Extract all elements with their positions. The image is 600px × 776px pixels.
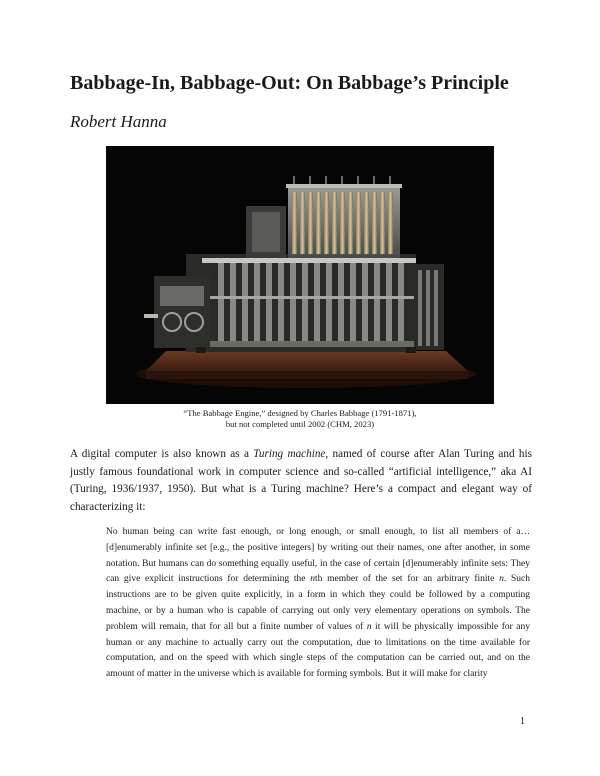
quote-text-1: No human being can write fast enough, or long enough, or small enough, to list all members of a… [d]enumerably infinite set [e.g., the positive integers] by writing out their names, one after another, in some notation. But humans can do something equally useful, in the case of certain [d]enumerably infinite sets: They can give explicit instructions for determining the	[106, 527, 530, 585]
turing-machine-term: Turing machine	[253, 448, 326, 460]
quote-text-2: th member of the set for an arbitrary finite	[314, 574, 500, 585]
quote-variable-n-3: n	[366, 621, 372, 632]
difference-engine-illustration	[106, 146, 494, 404]
body-paragraph	[70, 446, 532, 516]
page-title: Babbage-In, Babbage-Out: On Babbage’s Principle	[70, 72, 509, 94]
author-name: Robert Hanna	[70, 112, 167, 131]
caption-line-2: but not completed until 2002 (CHM, 2023)	[225, 419, 375, 429]
quote-variable-n-2: n	[499, 574, 504, 585]
quote-text-3: . Such instructions are to be given quite explicitly, in a form in which they could be followed by a computing machine, or by a human who is capable of carrying out only very elementary operations on symbols. The problem will remain, that for all but a finite number of values of	[106, 574, 531, 632]
body-text-1: A digital computer is also known as a	[70, 448, 254, 460]
page-number: 1	[520, 716, 525, 727]
figure-caption	[100, 408, 500, 430]
babbage-engine-photo	[106, 146, 494, 404]
quote-text-4: it will be physically impossible for any human or any machine to actually carry out the computation, due to limitations on the time available for computation, and on the speed with which single steps of the computation can be carried out, and on the amount of matter in the universe which is available for forming symbols. But it will make for clarity	[106, 621, 530, 680]
body-text-2: , named of course after Alan Turing and his justly famous foundational work in computer science and so-called “artificial intelligence,” aka AI (Turing, 1936/1937, 1950). But what is a Turing machine? Here’s a compact and elegant way of characterizing it:	[70, 448, 532, 513]
caption-line-1: “The Babbage Engine,” designed by Charles Babbage (1791-1871),	[183, 408, 417, 418]
quote-variable-n-1: n	[310, 574, 315, 585]
block-quote	[106, 525, 530, 683]
